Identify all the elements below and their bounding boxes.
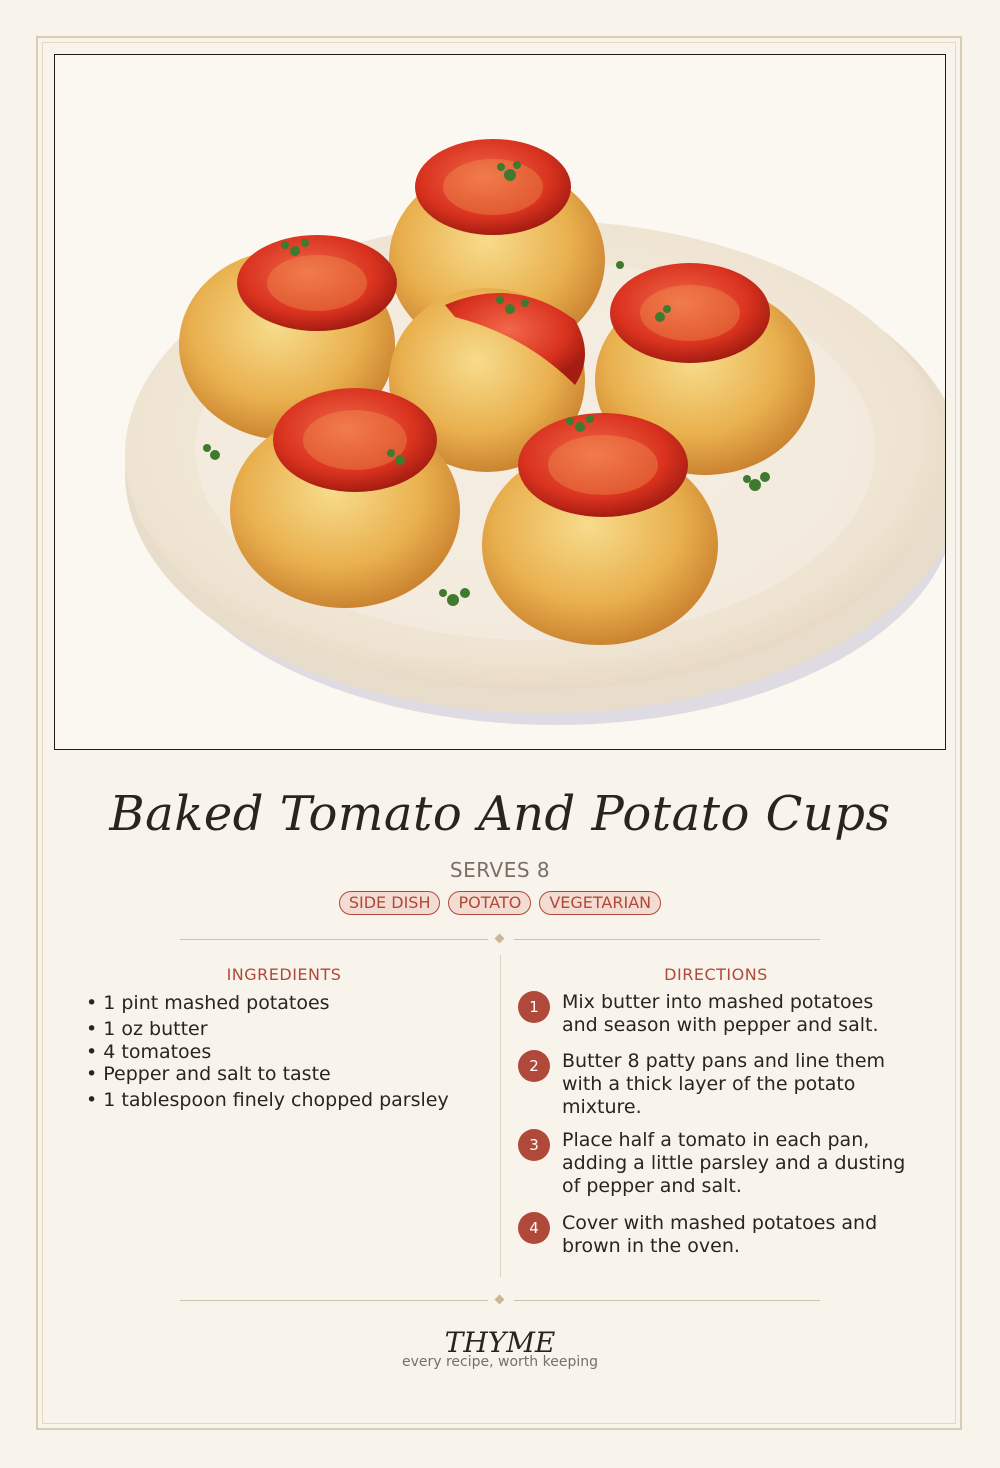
step-number: 3 (518, 1129, 550, 1161)
ingredient-item: • 4 tomatoes (86, 1041, 212, 1063)
tag-vegetarian[interactable]: VEGETARIAN (539, 891, 661, 915)
tomato-potato-cups-illustration (55, 55, 945, 749)
directions-heading: DIRECTIONS (664, 965, 768, 984)
ingredient-item: • 1 pint mashed potatoes (86, 992, 330, 1014)
ingredient-item: • Pepper and salt to taste (86, 1063, 331, 1085)
brand-tagline: every recipe, worth keeping (401, 1354, 598, 1370)
footer-divider-right (514, 1300, 820, 1301)
footer-divider-left (180, 1300, 488, 1301)
step-text: Place half a tomato in each pan, adding a little parsley and a dusting of pepper and salt. (562, 1129, 906, 1197)
step-text: Mix butter into mashed potatoes and season with pepper and salt. (562, 991, 879, 1036)
tag-side-dish[interactable]: SIDE DISH (339, 891, 441, 915)
tag-list (0, 891, 1000, 915)
recipe-photo (54, 54, 946, 750)
step-number: 4 (518, 1212, 550, 1244)
tag-potato[interactable]: POTATO (448, 891, 531, 915)
step-number: 1 (518, 991, 550, 1023)
divider-left (180, 939, 488, 940)
serves-count: SERVES 8 (449, 858, 551, 882)
ingredient-item: • 1 tablespoon finely chopped parsley (86, 1089, 449, 1111)
step-text: Cover with mashed potatoes and brown in the oven. (562, 1212, 878, 1257)
divider-right (514, 939, 820, 940)
ingredient-item: • 1 oz butter (86, 1018, 208, 1040)
ingredients-heading: INGREDIENTS (226, 965, 342, 984)
step-number: 2 (518, 1050, 550, 1082)
brand-name: THYME (444, 1326, 556, 1359)
step-text: Butter 8 patty pans and line them with a thick layer of the potato mixture. (562, 1050, 886, 1118)
column-divider (500, 955, 501, 1277)
recipe-title: Baked Tomato And Potato Cups (109, 786, 891, 842)
ingredients-list (86, 992, 486, 1111)
